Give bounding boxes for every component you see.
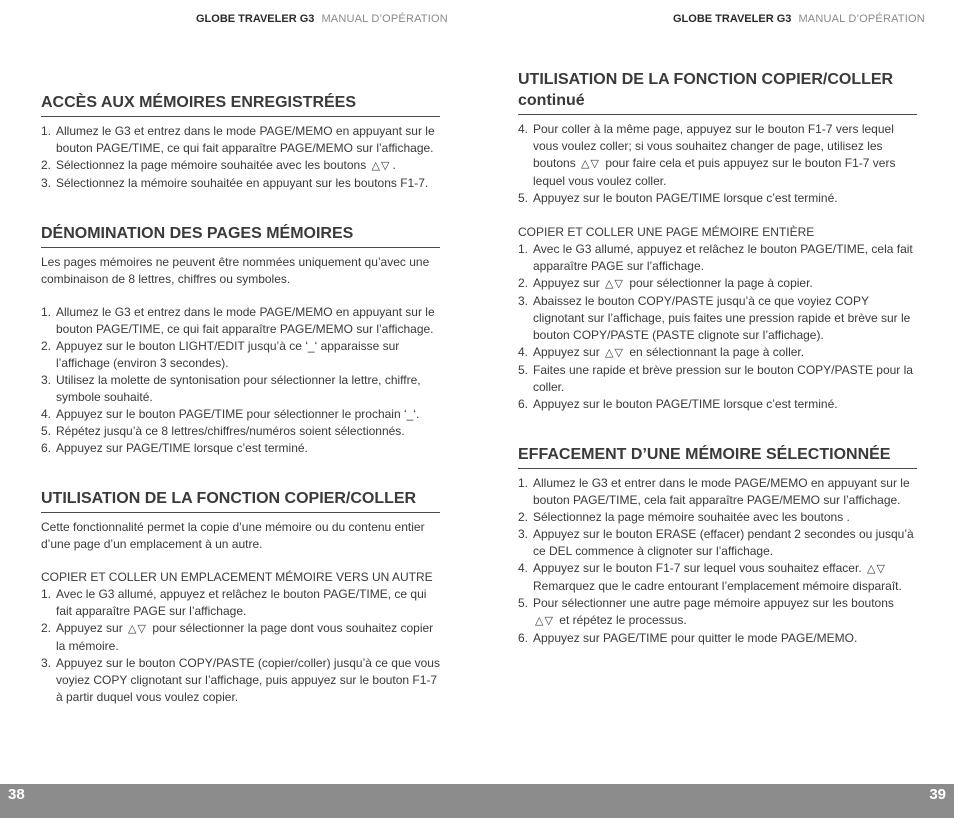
step-text-cont: et répétez le processus. [559,613,687,627]
step-text: Appuyez sur le bouton PAGE/TIME lorsque c’est terminé. [533,191,838,205]
step-number: 5. [518,363,529,377]
left-content [41,92,441,737]
page-footer-bar [0,784,954,818]
running-header [196,13,448,25]
step-text: Abaissez le bouton COPY/PASTE jusqu’à ce que voyiez COPY clignotant sur l’affichage, puis faites une pression rapide et brève sur le bouton COPY/PASTE (PASTE clignote sur l’affichage). [533,294,911,342]
step-text: Appuyez sur [533,276,600,290]
right-page [477,0,954,784]
list-item [518,560,918,595]
subheading: COPIER ET COLLER UN EMPLACEMENT MÉMOIRE VERS UN AUTRE [41,570,433,584]
intro-paragraph: Les pages mémoires ne peuvent être nommées uniquement qu’avec une combinaison de 8 lettres, chiffres ou symboles. [41,255,430,286]
instruction-list [518,121,918,207]
list-item [41,175,441,192]
right-content [518,69,918,678]
step-text: Allumez le G3 et entrez dans le mode PAGE/MEMO en appuyant sur le bouton PAGE/TIME, ce qui fait apparaître PAGE/MEMO sur l’affichage. [56,124,435,155]
list-item [41,586,441,620]
list-item [518,509,918,526]
up-down-arrows-icon: △▽ [867,563,886,575]
list-item [518,241,918,275]
step-number: 4. [518,561,529,575]
list-item [41,338,441,372]
up-down-arrows-icon: △▽ [128,623,147,635]
instruction-list [518,241,918,413]
section-heading: EFFACEMENT D’UNE MÉMOIRE SÉLECTIONNÉE [518,444,917,469]
up-down-arrows-icon: △▽ [605,278,624,290]
step-number: 4. [518,122,529,136]
page-number-right: 39 [929,786,946,803]
list-item [41,406,441,423]
step-text: Appuyez sur PAGE/TIME pour quitter le mode PAGE/MEMO. [533,631,858,645]
step-text: Allumez le G3 et entrez dans le mode PAGE/MEMO en appuyant sur le bouton PAGE/TIME, ce qui fait apparaître PAGE/MEMO sur l’affichage. [56,305,435,336]
header-subtitle: MANUAL D’OPÉRATION [798,13,925,25]
step-text-cont: Remarquez que le cadre entourant l’emplacement mémoire disparaît. [533,579,902,593]
instruction-list [518,475,918,647]
list-item [41,157,441,175]
step-number: 1. [41,305,52,319]
list-item [518,344,918,362]
list-item [518,362,918,396]
list-item [41,423,441,440]
subheading: COPIER ET COLLER UNE PAGE MÉMOIRE ENTIÈRE [518,225,815,239]
step-text: Appuyez sur le bouton PAGE/TIME pour sélectionner le prochain ‘_‘. [56,407,420,421]
list-item [41,655,441,706]
section [518,69,918,413]
step-number: 1. [41,587,52,601]
instruction-list [41,304,441,457]
step-number: 1. [518,476,529,490]
step-text: Appuyez sur le bouton LIGHT/EDIT jusqu’à ce ‘_‘ apparaisse sur l’affichage (environ 3 secondes). [56,339,400,370]
step-text: Appuyez sur le bouton ERASE (effacer) pendant 2 secondes ou jusqu’à ce DEL commence à clignoter sur l’affichage. [533,527,914,558]
section [518,444,918,647]
step-number: 6. [518,397,529,411]
step-number: 4. [518,345,529,359]
instruction-list [41,586,441,706]
list-item [41,123,441,157]
list-item [41,620,441,655]
left-page [0,0,477,784]
step-text: Avec le G3 allumé, appuyez et relâchez le bouton PAGE/TIME, ce qui fait apparaître PAGE sur l’affichage. [56,587,427,618]
section-heading: ACCÈS AUX MÉMOIRES ENREGISTRÉES [41,92,440,117]
instruction-list [41,123,441,192]
section [41,223,441,457]
step-text-cont: pour faire cela et puis appuyez sur le bouton F1-7 vers lequel vous voulez coller. [533,156,896,188]
step-number: 2. [518,510,529,524]
section-heading: UTILISATION DE LA FONCTION COPIER/COLLER continué [518,69,917,115]
intro-paragraph: Cette fonctionnalité permet la copie d’une mémoire ou du contenu entier d’une page d’un emplacement à un autre. [41,520,425,551]
step-text-cont: . [392,158,396,172]
section [41,488,441,706]
step-text: Appuyez sur le bouton PAGE/TIME lorsque c’est terminé. [533,397,838,411]
step-text: Pour coller à la même page, appuyez sur le bouton F1-7 vers lequel vous voulez coller; si vous souhaitez changer de page, utilisez les boutons [533,122,894,170]
list-item [518,526,918,560]
list-item [518,275,918,293]
header-subtitle: MANUAL D’OPÉRATION [321,13,448,25]
step-text: Sélectionnez la mémoire souhaitée en appuyant sur les boutons F1-7. [56,176,429,190]
step-number: 6. [518,631,529,645]
step-number: 3. [41,656,52,670]
running-header [673,13,925,25]
step-number: 2. [41,621,52,635]
step-text: Appuyez sur [533,345,600,359]
step-text: Appuyez sur le bouton F1-7 sur lequel vous souhaitez effacer. [533,561,862,575]
list-item [518,630,918,647]
up-down-arrows-icon: △▽ [581,158,600,170]
step-number: 2. [41,339,52,353]
step-number: 3. [41,176,52,190]
step-text: Utilisez la molette de syntonisation pour sélectionner la lettre, chiffre, symbole souhaité. [56,373,421,404]
section [41,92,441,192]
step-number: 3. [41,373,52,387]
list-item [518,121,918,190]
step-number: 6. [41,441,52,455]
step-number: 5. [518,191,529,205]
section-heading: DÉNOMINATION DES PAGES MÉMOIRES [41,223,440,248]
list-item [518,293,918,344]
step-text: Avec le G3 allumé, appuyez et relâchez le bouton PAGE/TIME, cela fait apparaître PAGE sur l’affichage. [533,242,913,273]
step-text: Sélectionnez la page mémoire souhaitée avec les boutons . [533,510,850,524]
step-text: Faites une rapide et brève pression sur le bouton COPY/PASTE pour la coller. [533,363,913,394]
step-text: Sélectionnez la page mémoire souhaitée avec les boutons [56,158,367,172]
section-heading: UTILISATION DE LA FONCTION COPIER/COLLER [41,488,440,513]
step-number: 4. [41,407,52,421]
step-number: 5. [41,424,52,438]
step-number: 5. [518,596,529,610]
list-item [41,440,441,457]
step-text: Appuyez sur [56,621,123,635]
step-number: 3. [518,294,529,308]
step-number: 1. [41,124,52,138]
list-item [41,304,441,338]
step-number: 1. [518,242,529,256]
step-text: Répétez jusqu’à ce 8 lettres/chiffres/numéros soient sélectionnés. [56,424,405,438]
step-text: Appuyez sur PAGE/TIME lorsque c’est terminé. [56,441,308,455]
list-item [518,190,918,207]
step-text-cont: en sélectionnant la page à coller. [629,345,805,359]
header-brand: GLOBE TRAVELER G3 [196,13,315,25]
step-text: Pour sélectionner une autre page mémoire appuyez sur les boutons [533,596,894,610]
up-down-arrows-icon: △▽ [605,347,624,359]
step-text-cont: pour sélectionner la page à copier. [629,276,813,290]
list-item [518,475,918,509]
list-item [41,372,441,406]
header-brand: GLOBE TRAVELER G3 [673,13,792,25]
page-number-left: 38 [8,786,25,803]
list-item [518,595,918,630]
step-number: 2. [41,158,52,172]
step-number: 3. [518,527,529,541]
list-item [518,396,918,413]
up-down-arrows-icon: △▽ [371,160,391,172]
step-number: 2. [518,276,529,290]
step-text-cont: pour sélectionner la page dont vous souhaitez copier la mémoire. [56,621,434,653]
up-down-arrows-icon: △▽ [535,615,554,627]
step-text: Appuyez sur le bouton COPY/PASTE (copier/coller) jusqu’à ce que vous voyiez COPY clignotant sur l’affichage, puis appuyez sur le bouton F1-7 à partir duquel vous voulez copier. [56,656,440,704]
step-text: Allumez le G3 et entrer dans le mode PAGE/MEMO en appuyant sur le bouton PAGE/TIME, cela fait apparaître PAGE/MEMO sur l’affichage. [533,476,910,507]
